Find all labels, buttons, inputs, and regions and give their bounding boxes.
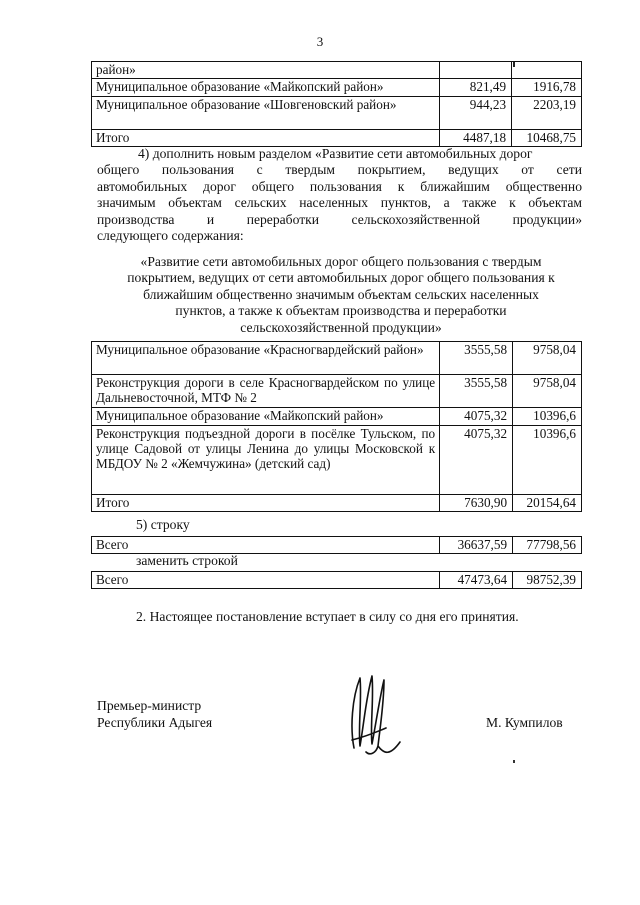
scan-speck: [513, 760, 515, 763]
row-value-2021: 10396,6: [513, 408, 582, 426]
table-row: [92, 408, 582, 426]
table-row-total: [92, 495, 582, 512]
heading-line: покрытием, ведущих от сети автомобильных дорог общего пользования к: [127, 270, 555, 286]
row-value-2021: 10468,75: [512, 130, 582, 147]
row-value-2020: 4075,32: [440, 408, 513, 426]
heading-line: сельскохозяйственной продукции»: [240, 319, 442, 335]
paragraph-line: общего пользования с твердым покрытием, ведущих от сети: [97, 162, 582, 178]
amendment-paragraph-4: [97, 146, 582, 244]
row-name: Реконструкция подъездной дороги в посёлке Тульском, по улице Садовой от улицы Ленина до улицы Московской к МБДОУ № 2 «Жемчужина» (детский сад): [92, 426, 440, 495]
scan-speck: [513, 62, 515, 67]
page-number: 3: [316, 34, 324, 49]
table-row-total: [92, 130, 582, 147]
table-row: [92, 79, 582, 97]
heading-line: ближайшим общественно значимым объектам сельских населенных: [143, 286, 539, 302]
item-5-label: 5) строку: [136, 517, 190, 532]
row-value-2020: 4487,18: [440, 130, 512, 147]
row-name: Муниципальное образование «Майкопский район»: [92, 79, 440, 97]
row-value-2021: 1916,78: [512, 79, 582, 97]
row-value-2020: 7630,90: [440, 495, 513, 512]
table-row: [92, 62, 582, 79]
row-name: Итого: [92, 130, 440, 147]
clause-2: 2. Настоящее постановление вступает в силу со дня его принятия.: [136, 609, 519, 624]
funding-table-continued: [91, 61, 582, 147]
row-name: Муниципальное образование «Майкопский район»: [92, 408, 440, 426]
row-value-2020: 3555,58: [440, 342, 513, 375]
replace-label: заменить строкой: [136, 553, 238, 568]
row-value-2020: [440, 62, 512, 79]
row-value-2021: 10396,6: [513, 426, 582, 495]
heading-line: «Развитие сети автомобильных дорог общего пользования с твердым: [140, 254, 542, 269]
table-row: [92, 426, 582, 495]
paragraph-line: значимым объектам сельских населенных пунктов, а также к объектам: [97, 195, 582, 211]
table-row: [92, 97, 582, 130]
heading-line: пунктов, а также к объектам производства и переработки: [175, 303, 507, 319]
row-value-2020: 944,23: [440, 97, 512, 130]
row-name: район»: [92, 62, 440, 79]
old-total-table: [91, 536, 582, 554]
row-value-2021: [512, 62, 582, 79]
row-value-2020: 36637,59: [440, 537, 513, 554]
row-value-2021: 20154,64: [513, 495, 582, 512]
table-row-total: [92, 572, 582, 589]
paragraph-line: следующего содержания:: [97, 228, 244, 244]
row-value-2021: 77798,56: [513, 537, 582, 554]
signatory-title-line: Республики Адыгея: [97, 715, 213, 730]
row-value-2021: 9758,04: [513, 342, 582, 375]
row-value-2020: 4075,32: [440, 426, 513, 495]
signatory-name: М. Кумпилов: [486, 715, 563, 730]
row-name: Итого: [92, 495, 440, 512]
row-value-2021: 98752,39: [513, 572, 582, 589]
row-name: Муниципальное образование «Красногвардейский район»: [92, 342, 440, 375]
table-row: [92, 342, 582, 375]
row-value-2021: 2203,19: [512, 97, 582, 130]
row-name: Всего: [92, 537, 440, 554]
handwritten-signature: [340, 668, 420, 768]
new-total-table: [91, 571, 582, 589]
paragraph-line: 4) дополнить новым разделом «Развитие сети автомобильных дорог: [138, 146, 533, 161]
paragraph-line: производства и переработки сельскохозяйственной продукции»: [97, 211, 582, 227]
signatory-title-line: Премьер-министр: [97, 698, 202, 713]
row-name: Всего: [92, 572, 440, 589]
row-value-2021: 9758,04: [513, 375, 582, 408]
signatory-title: [97, 697, 212, 731]
new-section-table: [91, 341, 582, 512]
section-heading: [91, 254, 591, 336]
row-value-2020: 47473,64: [440, 572, 513, 589]
table-row: [92, 375, 582, 408]
table-row-total: [92, 537, 582, 554]
row-name: Муниципальное образование «Шовгеновский район»: [92, 97, 440, 130]
paragraph-line: автомобильных дорог общего пользования к ближайшим общественно: [97, 178, 582, 194]
row-name: Реконструкция дороги в селе Красногвардейском по улице Дальневосточной, МТФ № 2: [92, 375, 440, 408]
row-value-2020: 821,49: [440, 79, 512, 97]
row-value-2020: 3555,58: [440, 375, 513, 408]
